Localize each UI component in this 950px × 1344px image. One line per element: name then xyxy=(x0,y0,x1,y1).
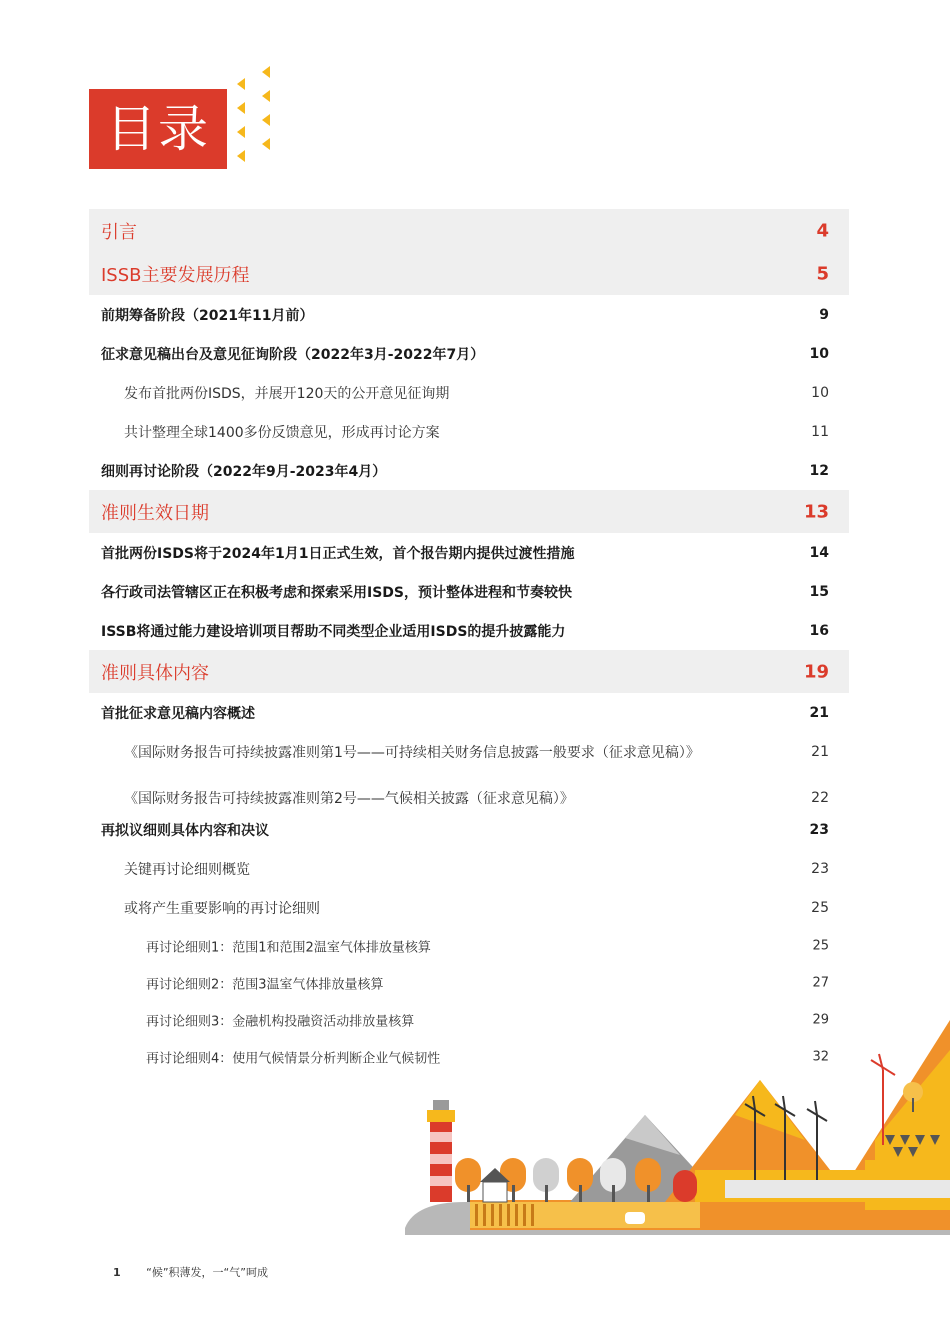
toc-subitem[interactable] xyxy=(89,732,849,771)
toc-subitem[interactable] xyxy=(89,786,849,810)
toc-page-number: 12 xyxy=(809,462,829,479)
landscape-illustration xyxy=(395,1020,950,1235)
toc-page-number: 15 xyxy=(809,583,829,600)
toc-item-label: 再讨论细则2：范围3温室气体排放量核算 xyxy=(146,977,384,992)
toc-item-label: 各行政司法管辖区正在积极考虑和探索采用ISDS，预计整体进程和节奏较快 xyxy=(101,584,572,601)
toc-page-number: 14 xyxy=(809,544,829,561)
toc-page-number: 11 xyxy=(811,423,829,440)
toc-item-label: 关键再讨论细则概览 xyxy=(124,861,250,878)
toc-item[interactable] xyxy=(89,451,849,490)
toc-subitem[interactable] xyxy=(89,373,849,412)
toc-item-label: 《国际财务报告可持续披露准则第2号——气候相关披露（征求意见稿）》 xyxy=(124,791,574,807)
toc-section-label: 准则具体内容 xyxy=(101,662,209,684)
toc-subitem[interactable] xyxy=(89,849,849,888)
toc-page-number: 10 xyxy=(809,345,829,362)
toc-section-issb-history[interactable] xyxy=(89,252,849,295)
toc-page-number: 27 xyxy=(812,975,829,990)
toc-page-number: 23 xyxy=(809,821,829,838)
footer-page-number: 1 xyxy=(113,1266,121,1279)
toc-item[interactable] xyxy=(89,334,849,373)
toc-subsubitem[interactable] xyxy=(89,927,849,964)
toc-subitem[interactable] xyxy=(89,888,849,927)
toc-item-label: 再讨论细则1：范围1和范围2温室气体排放量核算 xyxy=(146,940,431,955)
toc-item[interactable] xyxy=(89,611,849,650)
page-footer xyxy=(113,1264,268,1280)
spacer xyxy=(89,771,849,786)
toc-page-number: 22 xyxy=(811,790,829,806)
toc-item-label: 首批征求意见稿内容概述 xyxy=(101,705,255,722)
toc-page-number: 5 xyxy=(816,263,829,284)
footer-title: “候”积薄发，一“气”呵成 xyxy=(146,1266,268,1279)
toc-item-label: 再讨论细则3：金融机构投融资活动排放量核算 xyxy=(146,1014,415,1029)
toc-page-number: 32 xyxy=(812,1049,829,1064)
toc-section-label: 准则生效日期 xyxy=(101,502,209,524)
toc-item-label: 或将产生重要影响的再讨论细则 xyxy=(124,900,320,917)
toc-item-label: 再讨论细则4：使用气候情景分析判断企业气候韧性 xyxy=(146,1051,441,1066)
toc-page-number: 29 xyxy=(812,1012,829,1027)
toc-item-label: 征求意见稿出台及意见征询阶段（2022年3月-2022年7月） xyxy=(101,346,485,363)
toc-item-label: 发布首批两份ISDS，并展开120天的公开意见征询期 xyxy=(124,385,450,402)
toc-item-label: ISSB将通过能力建设培训项目帮助不同类型企业适用ISDS的提升披露能力 xyxy=(101,623,566,640)
toc-page-number: 21 xyxy=(809,704,829,721)
toc-item[interactable] xyxy=(89,533,849,572)
toc-page-number: 23 xyxy=(811,860,829,877)
toc-section-introduction[interactable] xyxy=(89,209,849,252)
toc-page-number: 9 xyxy=(819,306,829,323)
toc-section-effective-date[interactable] xyxy=(89,490,849,533)
toc-page-number: 13 xyxy=(803,501,829,522)
toc-item-label: 共计整理全球1400多份反馈意见，形成再讨论方案 xyxy=(124,424,440,441)
page-title: 目录 xyxy=(89,89,227,169)
toc-section-label: 引言 xyxy=(101,221,137,243)
toc-subitem[interactable] xyxy=(89,412,849,451)
toc-item[interactable] xyxy=(89,572,849,611)
toc-item-label: 细则再讨论阶段（2022年9月-2023年4月） xyxy=(101,463,387,480)
toc-page-number: 10 xyxy=(811,384,829,401)
table-of-contents xyxy=(89,209,849,1075)
toc-page-number: 19 xyxy=(803,661,829,682)
toc-item[interactable] xyxy=(89,810,849,849)
toc-section-label: ISSB主要发展历程 xyxy=(101,264,250,286)
toc-page-number: 25 xyxy=(812,938,829,953)
toc-page-number: 21 xyxy=(811,743,829,760)
toc-item-label: 《国际财务报告可持续披露准则第1号——可持续相关财务信息披露一般要求（征求意见稿）》 xyxy=(124,744,700,761)
toc-page-number: 4 xyxy=(816,220,829,241)
toc-page-number: 25 xyxy=(811,899,829,916)
toc-page-number: 16 xyxy=(809,622,829,639)
toc-item-label: 前期筹备阶段（2021年11月前） xyxy=(101,307,314,324)
toc-item[interactable] xyxy=(89,693,849,732)
toc-section-standard-content[interactable] xyxy=(89,650,849,693)
triangle-decoration xyxy=(232,66,277,166)
toc-item-label: 首批两份ISDS将于2024年1月1日正式生效，首个报告期内提供过渡性措施 xyxy=(101,545,575,562)
toc-subsubitem[interactable] xyxy=(89,964,849,1001)
toc-item-label: 再拟议细则具体内容和决议 xyxy=(101,822,269,839)
toc-item[interactable] xyxy=(89,295,849,334)
